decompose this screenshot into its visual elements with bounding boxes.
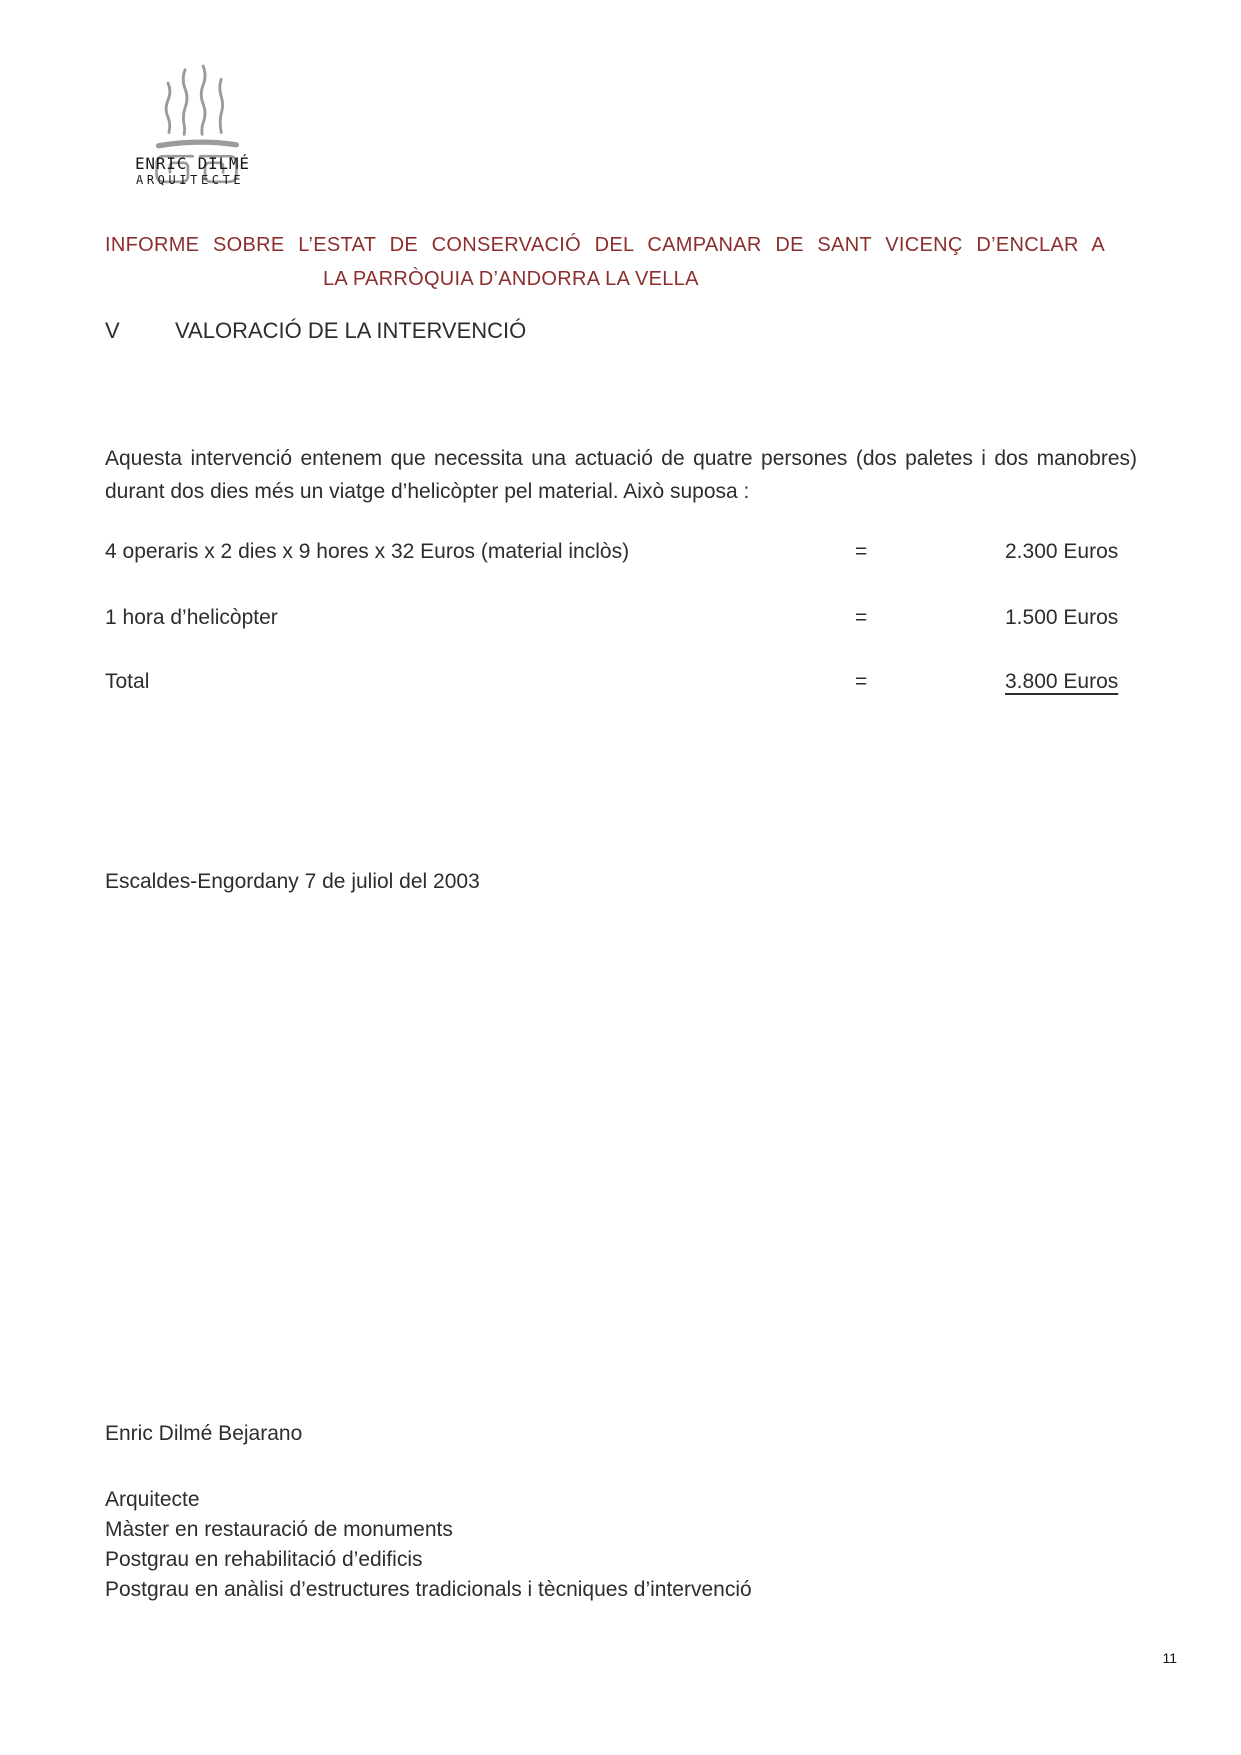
document-title-line2: LA PARRÒQUIA D’ANDORRA LA VELLA (323, 268, 699, 290)
equals-sign: = (855, 606, 868, 629)
date-line: Escaldes-Engordany 7 de juliol del 2003 (105, 870, 480, 893)
signature-name: Enric Dilmé Bejarano (105, 1422, 303, 1445)
signature-title: Postgrau en rehabilitació d’edificis (105, 1548, 423, 1571)
section-heading (105, 318, 526, 344)
cost-row (105, 540, 1145, 564)
cost-row (105, 606, 1145, 630)
logo-name: ENRIC DILMÉ (135, 154, 250, 173)
equals-sign: = (855, 540, 868, 563)
body-paragraph: Aquesta intervenció entenem que necessita una actuació de quatre persones (dos paletes i dos manobres) durant dos dies més un viatge d’helicòpter pel material. Això suposa : (105, 447, 1137, 503)
equals-sign: = (855, 670, 868, 693)
signature-title: Màster en restauració de monuments (105, 1518, 453, 1541)
cost-amount: 1.500 Euros (1005, 606, 1119, 629)
signature-title: Postgrau en anàlisi d’estructures tradicionals i tècniques d’intervenció (105, 1578, 752, 1601)
signature-title: Arquitecte (105, 1488, 200, 1511)
cost-amount: 2.300 Euros (1005, 540, 1119, 563)
cost-amount-total: 3.800 Euros (1005, 670, 1119, 693)
architect-logo (135, 60, 285, 190)
cost-row-total (105, 670, 1145, 694)
section-title: VALORACIÓ DE LA INTERVENCIÓ (175, 318, 527, 343)
document-title-line1: INFORME SOBRE L’ESTAT DE CONSERVACIÓ DEL CAMPANAR DE SANT VICENÇ D’ENCLAR A (105, 234, 1105, 256)
logo-subtitle: ARQUITECTE (136, 173, 245, 187)
section-number: V (105, 318, 120, 343)
cost-label: 4 operaris x 2 dies x 9 hores x 32 Euros (material inclòs) (105, 540, 630, 563)
signature-titles (105, 1485, 752, 1605)
cost-label: Total (105, 670, 150, 693)
document-title (105, 228, 1105, 296)
page-number: 11 (1162, 1650, 1177, 1666)
cost-label: 1 hora d’helicòpter (105, 606, 278, 629)
